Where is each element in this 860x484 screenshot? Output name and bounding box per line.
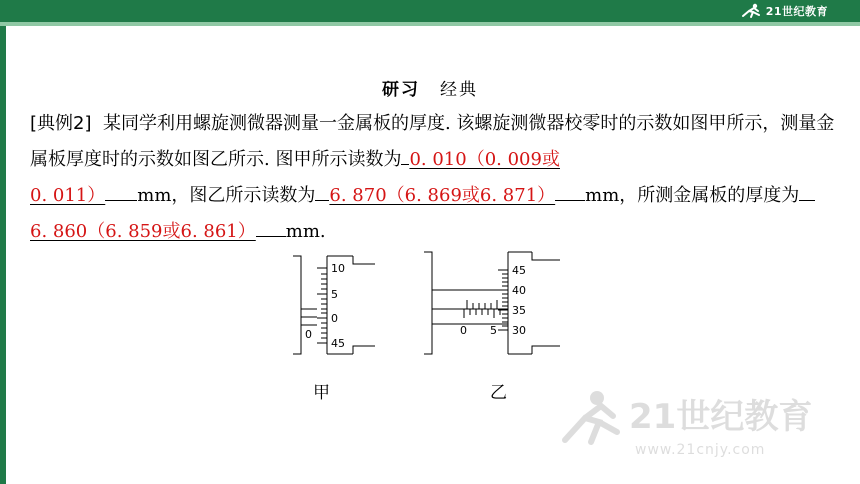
answer-1-line-1: 0. 010（0. 009或 (409, 149, 560, 170)
logo-text: 21世纪教育 (765, 5, 828, 18)
micrometer-yi-diagram (420, 248, 570, 360)
jia-tick-label-0: 0 (331, 312, 338, 325)
jia-ratchet-bottom (353, 346, 375, 354)
figure-label-yi: 乙 (490, 383, 507, 403)
answer-1-line-2: 0. 011） (30, 185, 106, 206)
watermark-text: 21世纪教育 (629, 397, 813, 437)
yi-tick-label-35: 35 (512, 304, 526, 317)
yi-sleeve-label-0: 0 (460, 324, 467, 337)
blank-tail-2 (555, 180, 585, 201)
blank-lead-3 (799, 180, 815, 201)
blank-tail-3 (256, 216, 286, 237)
question-text (30, 106, 840, 250)
micrometer-jia-diagram (285, 250, 385, 360)
brand-logo (740, 3, 828, 19)
question-part-3: mm，所测金属板的厚度为 (585, 185, 800, 206)
yi-ratchet-bottom (532, 346, 560, 354)
runner-logo-icon (740, 3, 762, 19)
question-part-4: mm. (285, 221, 326, 242)
header-bar (0, 0, 860, 22)
section-title-sub: 经典 (440, 80, 478, 100)
figure-label-jia: 甲 (313, 383, 330, 403)
answer-2: 6. 870（6. 869或6. 871） (329, 185, 556, 206)
yi-tick-label-40: 40 (512, 284, 526, 297)
jia-tick-label-45: 45 (331, 337, 345, 350)
yi-thimble-ticks (498, 270, 508, 330)
watermark-runner-icon (565, 391, 617, 442)
example-tag: [典例2] (30, 113, 92, 134)
watermark-subtext: www.21cnjy.com (635, 442, 766, 458)
blank-tail-1 (105, 180, 137, 201)
section-title-main: 研习 (382, 80, 420, 100)
answer-3: 6. 860（6. 859或6. 861） (30, 221, 256, 242)
section-title (0, 75, 860, 100)
jia-ratchet-top (353, 256, 375, 264)
jia-tick-label-10: 10 (331, 262, 345, 275)
yi-sleeve-label-5: 5 (490, 324, 497, 337)
blank-lead-2 (315, 180, 329, 201)
jia-tick-label-5: 5 (331, 288, 338, 301)
watermark-logo (555, 376, 855, 466)
header-stripe (0, 22, 860, 26)
jia-frame (293, 256, 301, 354)
jia-thimble-ticks (317, 268, 327, 343)
question-part-1: 某同学利用螺旋测微器测量一金属板的厚度. 该螺旋测微器校零时的示数如图甲所示，测量金属板厚度时的示数如图乙所示. 图甲所示读数为 (30, 113, 835, 170)
yi-frame (424, 252, 432, 354)
yi-ratchet-top (532, 252, 560, 260)
question-part-2: mm，图乙所示读数为 (137, 185, 316, 206)
yi-tick-label-45: 45 (512, 264, 526, 277)
yi-tick-label-30: 30 (512, 324, 526, 337)
jia-sleeve-label-0: 0 (305, 328, 312, 341)
